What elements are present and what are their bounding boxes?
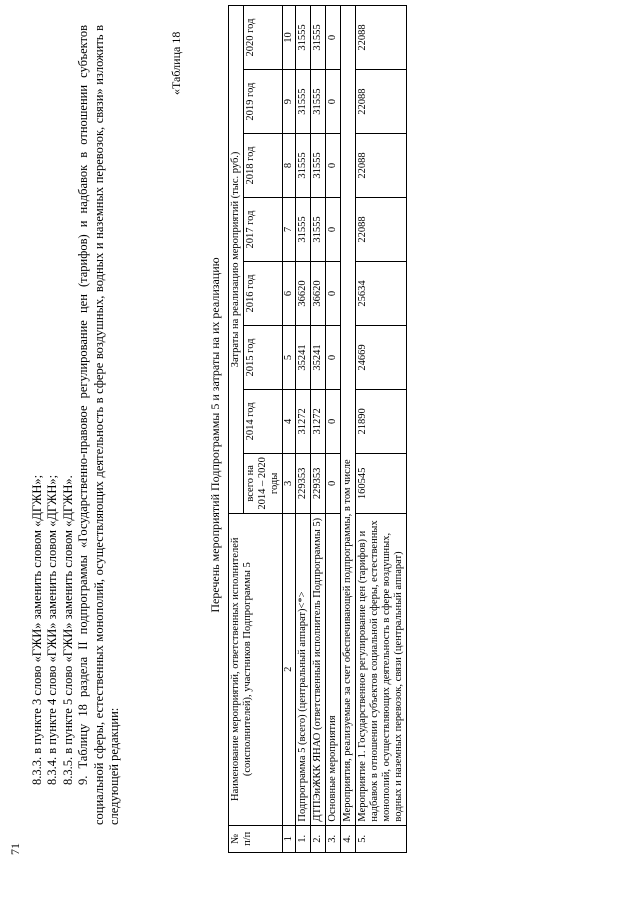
column-number: 10 [283,6,296,70]
row-value: 0 [326,325,341,389]
item-9: 9. Таблицу 18 раздела II подпрограммы «Государственно-правовое регулирование цен (тарифов) и надбавок в отношении субъектов социальной сферы, естественных монополий, осуществляющих деятельность в сфере воздушных, водных и наземных перевозок, связи» изложить в следующей редакции: [76,25,122,825]
row-value: 0 [326,134,341,198]
row-num: 1. [296,825,311,852]
row-total: 229353 [296,453,311,513]
column-number: 6 [283,262,296,326]
row-value: 35241 [311,325,326,389]
row-value: 25634 [356,262,407,326]
row-value: 0 [326,70,341,134]
row-value: 0 [326,198,341,262]
row-value: 31555 [311,70,326,134]
column-number: 3 [283,453,296,513]
header-num: № п/п [229,825,283,852]
row-value: 22088 [356,6,407,70]
intro-text [30,25,122,825]
header-year: 2020 год [244,6,283,70]
row-value: 21890 [356,389,407,453]
page-number: 71 [8,843,22,855]
row-value: 31272 [311,389,326,453]
row-value: 31555 [296,198,311,262]
row-value: 24669 [356,325,407,389]
header-year: 2016 год [244,262,283,326]
table-tag: «Таблица 18 [169,31,183,95]
row-value: 0 [326,262,341,326]
column-number: 2 [283,513,296,825]
column-number: 7 [283,198,296,262]
table-row [296,6,311,853]
row-total: 229353 [311,453,326,513]
row-name: Мероприятие 1. Государственное регулирование цен (тарифов) и надбавок в отношении субъектов социальной сферы, естественных монополий, осуществляющих деятельность в сфере воздушных, водных и наземных перевозок, связи (центральный аппарат) [356,513,407,825]
row-value: 0 [326,389,341,453]
row-name: Подпрограмма 5 (всего) (центральный аппарат)<*> [296,513,311,825]
table-title: Перечень мероприятий Подпрограммы 5 и затраты на их реализацию [208,257,222,613]
row-num: 4. [341,825,356,852]
row-value: 31555 [296,134,311,198]
header-year: 2017 год [244,198,283,262]
costs-table [228,5,407,853]
header-year: 2015 год [244,325,283,389]
row-value: 22088 [356,134,407,198]
row-total: 160545 [356,453,407,513]
row-value: 36620 [296,262,311,326]
item-8-3-5: 8.3.5. в пункте 5 слово «ГЖИ» заменить словом «ДГЖН». [60,475,75,785]
row-total: 0 [326,453,341,513]
row-num: 5. [356,825,407,852]
column-number: 8 [283,134,296,198]
column-number: 1 [283,825,296,852]
header-name: Наименование мероприятий, ответственных исполнителей (соисполнителей), участников Подпрограммы 5 [229,513,283,825]
header-year: 2018 год [244,134,283,198]
table-row [356,6,407,853]
column-number: 4 [283,389,296,453]
row-num: 2. [311,825,326,852]
table-row [311,6,326,853]
row-value: 31555 [311,6,326,70]
column-numbers-row [283,6,296,853]
row-value: 31555 [296,70,311,134]
table-row [326,6,341,853]
header-costs: Затраты на реализацию мероприятий (тыс. руб.) [229,6,244,514]
row-value: 31555 [311,198,326,262]
row-value: 22088 [356,198,407,262]
header-total: всего на 2014 – 2020 годы [244,453,283,513]
row-name: ДТПЭиЖКК ЯНАО (ответственный исполнитель Подпрограммы 5) [311,513,326,825]
row-value: 0 [326,6,341,70]
item-8-3-3: 8.3.3. в пункте 3 слово «ГЖИ» заменить словом «ДГЖН»; [30,474,44,785]
row-num: 3. [326,825,341,852]
row-name: Мероприятия, реализуемые за счет обеспечивающей подпрограммы, в том числе [341,6,356,826]
table-row [341,6,356,853]
column-number: 5 [283,325,296,389]
row-value: 31555 [311,134,326,198]
column-number: 9 [283,70,296,134]
header-year: 2014 год [244,389,283,453]
row-value: 31272 [296,389,311,453]
row-name: Основные мероприятия [326,513,341,825]
row-value: 36620 [311,262,326,326]
header-year: 2019 год [244,70,283,134]
row-value: 35241 [296,325,311,389]
item-8-3-4: 8.3.4. в пункте 4 слово «ГЖИ» заменить словом «ДГЖН»; [45,474,60,785]
row-value: 22088 [356,70,407,134]
row-value: 31555 [296,6,311,70]
